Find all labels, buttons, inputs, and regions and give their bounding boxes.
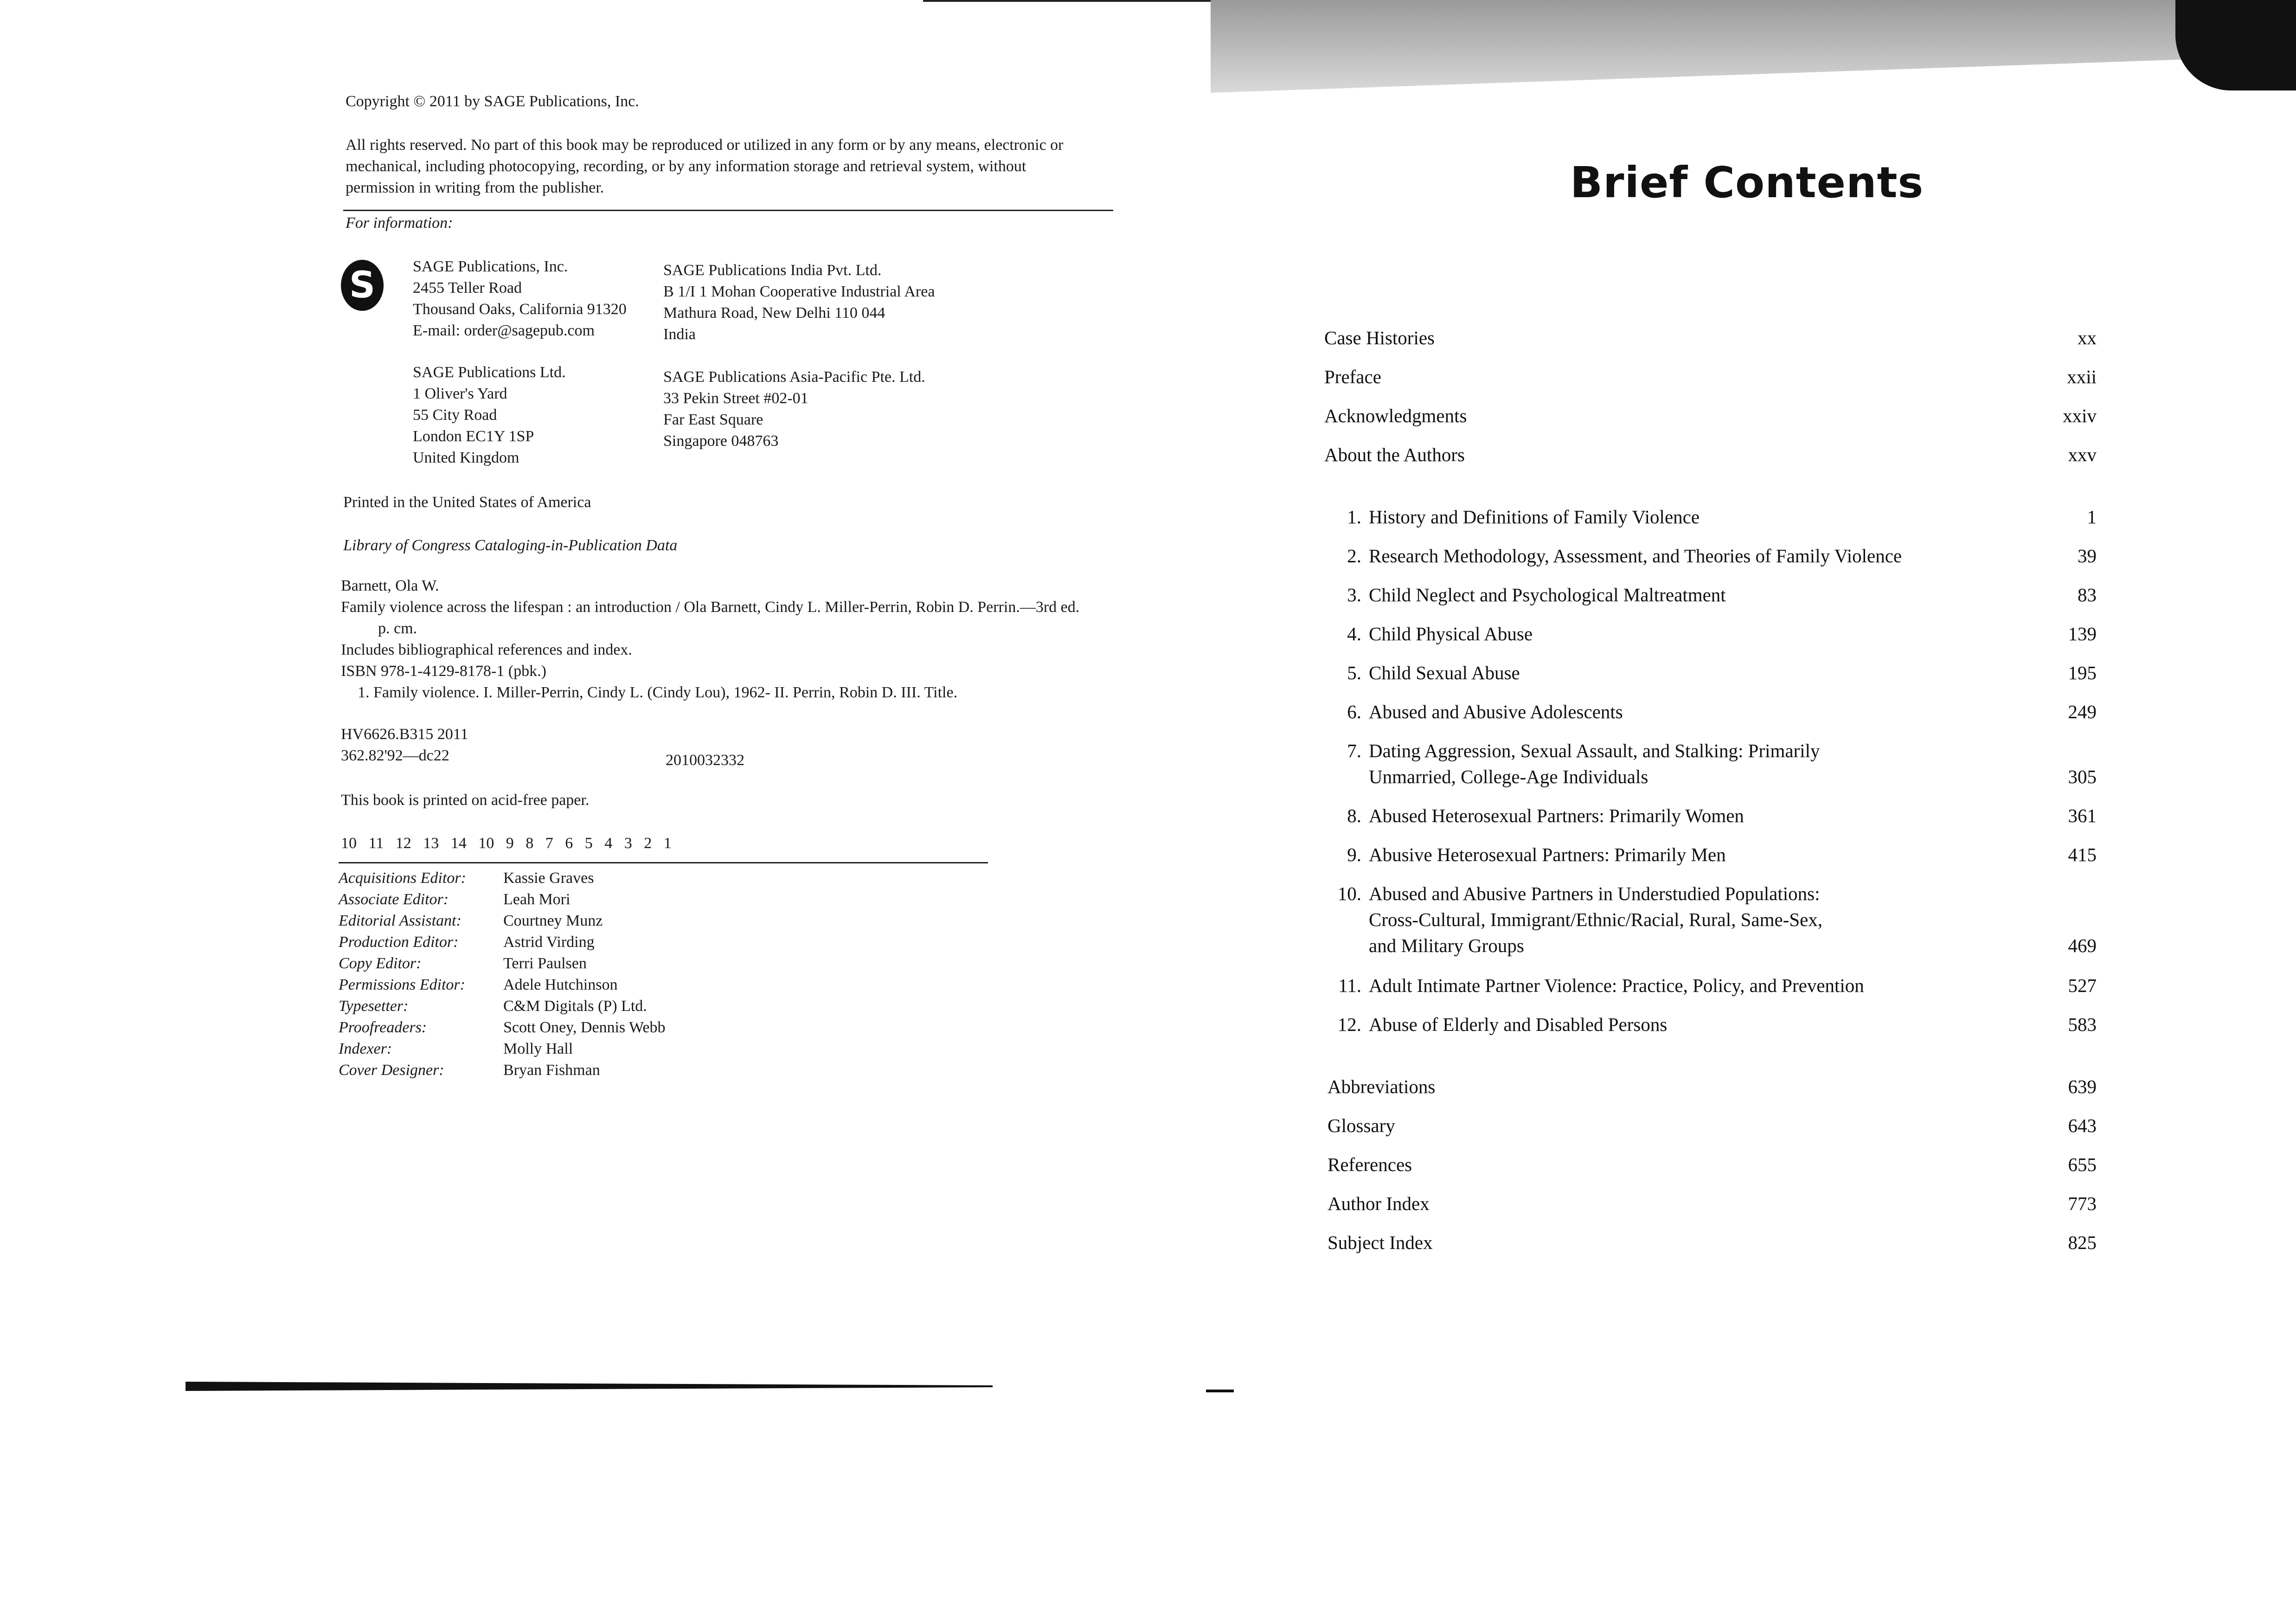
credit-role: Typesetter: xyxy=(339,998,409,1015)
chapter-title-line: Abused Heterosexual Partners: Primarily Women xyxy=(1369,805,1744,826)
credit-role: Copy Editor: xyxy=(339,955,422,972)
chapter-title xyxy=(1369,842,2013,868)
chapter-title-line: and Military Groups xyxy=(1369,935,1524,956)
credit-name: Courtney Munz xyxy=(503,912,603,929)
rights-line: All rights reserved. No part of this book may be reproduced or utilized in any form or by any means, electronic or xyxy=(346,136,1064,154)
chapter-page: 1 xyxy=(2087,506,2097,528)
toc-entry[interactable] xyxy=(1328,1113,2097,1139)
credit-name: Adele Hutchinson xyxy=(503,976,618,993)
rights-statement xyxy=(346,135,1116,199)
address-line: SAGE Publications, Inc. xyxy=(413,258,568,275)
credit-name: Bryan Fishman xyxy=(503,1062,600,1079)
chapter-number: 7. xyxy=(1347,740,1361,761)
credit-row xyxy=(339,868,666,889)
toc-entry-label: About the Authors xyxy=(1324,444,1465,465)
address-line: London EC1Y 1SP xyxy=(413,428,534,445)
chapter-page: 361 xyxy=(2068,805,2097,826)
credit-row xyxy=(339,910,666,932)
credit-role: Proofreaders: xyxy=(339,1019,427,1036)
toc-entry-page: 639 xyxy=(2068,1076,2097,1097)
chapter-number: 1. xyxy=(1347,506,1361,528)
top-left-edge-line xyxy=(923,0,1211,2)
chapter-page: 583 xyxy=(2068,1014,2097,1035)
divider xyxy=(339,862,988,863)
chapter-title-line: Dating Aggression, Sexual Assault, and Stalking: Primarily xyxy=(1369,740,1820,761)
credit-role: Permissions Editor: xyxy=(339,976,465,993)
cip-line: 1. Family violence. I. Miller-Perrin, Cindy L. (Cindy Lou), 1962- II. Perrin, Robin D. III. Title. xyxy=(358,684,958,701)
toc-chapter[interactable] xyxy=(1324,699,2097,725)
rights-line: permission in writing from the publisher. xyxy=(346,179,604,196)
printed-in: Printed in the United States of America xyxy=(343,494,591,511)
chapter-number: 10. xyxy=(1337,883,1361,904)
bottom-mid-edge-mark xyxy=(1206,1390,1234,1392)
address-line: SAGE Publications Ltd. xyxy=(413,364,566,381)
toc-entry-label: Abbreviations xyxy=(1328,1076,1436,1097)
address-line: Singapore 048763 xyxy=(663,432,779,450)
chapter-title xyxy=(1369,1011,2013,1037)
address-line: 1 Oliver's Yard xyxy=(413,385,507,402)
toc-entry-page: xxv xyxy=(2068,444,2097,465)
credit-role: Cover Designer: xyxy=(339,1062,444,1079)
chapter-page: 249 xyxy=(2068,701,2097,722)
toc-entry-page: 825 xyxy=(2068,1232,2097,1253)
chapter-title-line: Child Physical Abuse xyxy=(1369,623,1533,644)
toc-entry[interactable] xyxy=(1324,403,2097,429)
credit-role: Editorial Assistant: xyxy=(339,912,462,929)
credit-role: Production Editor: xyxy=(339,933,459,951)
address-line: E-mail: order@sagepub.com xyxy=(413,322,595,339)
chapter-page: 83 xyxy=(2078,584,2097,605)
scan-shadow-top xyxy=(1211,0,2296,93)
toc-chapter[interactable] xyxy=(1324,543,2097,569)
chapter-number: 12. xyxy=(1337,1014,1361,1035)
credit-role: Acquisitions Editor: xyxy=(339,869,466,887)
toc-entry-label: References xyxy=(1328,1154,1412,1175)
chapter-title xyxy=(1369,803,2013,829)
credit-row xyxy=(339,1038,666,1060)
toc-entry-label: Preface xyxy=(1324,366,1381,387)
credit-name: Astrid Virding xyxy=(503,933,595,951)
toc-entry[interactable] xyxy=(1328,1191,2097,1216)
toc-entry-page: xxiv xyxy=(2063,405,2097,426)
address-line: 2455 Teller Road xyxy=(413,279,522,296)
chapter-title xyxy=(1369,699,2013,725)
credit-name: Kassie Graves xyxy=(503,869,594,887)
cip-line: Barnett, Ola W. xyxy=(341,577,439,594)
chapter-title-line: Research Methodology, Assessment, and Theories of Family Violence xyxy=(1369,545,1902,566)
chapter-number: 3. xyxy=(1347,584,1361,605)
address-india xyxy=(663,260,935,345)
toc-entry-label: Subject Index xyxy=(1328,1232,1433,1253)
credit-row xyxy=(339,889,666,910)
address-line: SAGE Publications India Pvt. Ltd. xyxy=(663,262,882,279)
toc-chapter[interactable] xyxy=(1324,738,2097,790)
toc-entry[interactable] xyxy=(1324,325,2097,351)
toc-entry[interactable] xyxy=(1328,1074,2097,1100)
toc-entry-page: 643 xyxy=(2068,1115,2097,1136)
address-asia-pacific xyxy=(663,367,925,452)
toc-chapter[interactable] xyxy=(1324,660,2097,686)
credit-row xyxy=(339,1017,666,1038)
chapter-number: 4. xyxy=(1347,623,1361,644)
chapter-title xyxy=(1369,504,2013,530)
chapter-number: 6. xyxy=(1347,701,1361,722)
copyright-line: Copyright © 2011 by SAGE Publications, Inc. xyxy=(346,93,639,110)
credit-name: C&M Digitals (P) Ltd. xyxy=(503,998,647,1015)
acid-free-note: This book is printed on acid-free paper. xyxy=(341,792,590,809)
chapter-page: 469 xyxy=(2068,935,2097,956)
toc-chapter[interactable] xyxy=(1324,1011,2097,1037)
toc-entry[interactable] xyxy=(1328,1229,2097,1255)
credit-role: Indexer: xyxy=(339,1040,392,1057)
sage-logo-letter: S xyxy=(349,264,376,306)
chapter-title-line: Abused and Abusive Partners in Understudied Populations: xyxy=(1369,883,1820,904)
chapter-title-line: Child Sexual Abuse xyxy=(1369,662,1520,683)
toc-chapter[interactable] xyxy=(1324,842,2097,868)
toc-entry[interactable] xyxy=(1324,442,2097,468)
toc-entry-page: xxii xyxy=(2067,366,2097,387)
chapter-title-line: Cross-Cultural, Immigrant/Ethnic/Racial, Rural, Same-Sex, xyxy=(1369,909,1823,930)
address-us xyxy=(413,256,627,341)
chapter-title xyxy=(1369,621,2013,647)
credits-list xyxy=(339,868,666,1081)
credit-row xyxy=(339,953,666,974)
credit-role: Associate Editor: xyxy=(339,891,449,908)
toc-entry-label: Author Index xyxy=(1328,1193,1430,1214)
call-number: HV6626.B315 2011 xyxy=(341,726,468,743)
toc-chapter[interactable] xyxy=(1324,504,2097,530)
address-line: SAGE Publications Asia-Pacific Pte. Ltd. xyxy=(663,368,925,386)
chapter-title-line: Unmarried, College-Age Individuals xyxy=(1369,766,1648,787)
toc-entry[interactable] xyxy=(1324,364,2097,390)
divider xyxy=(343,210,1113,211)
cip-heading: Library of Congress Cataloging-in-Publication Data xyxy=(343,537,678,554)
toc-chapter[interactable] xyxy=(1324,972,2097,998)
chapter-page: 39 xyxy=(2078,545,2097,566)
chapter-page: 527 xyxy=(2068,975,2097,996)
address-line: 33 Pekin Street #02-01 xyxy=(663,390,808,407)
chapter-title-line: Abuse of Elderly and Disabled Persons xyxy=(1369,1014,1667,1035)
address-line: B 1/I 1 Mohan Cooperative Industrial Area xyxy=(663,283,935,300)
chapter-number: 11. xyxy=(1338,975,1361,996)
chapter-title-line: Abused and Abusive Adolescents xyxy=(1369,701,1623,722)
bottom-left-edge-bar xyxy=(186,1382,993,1391)
address-line: Thousand Oaks, California 91320 xyxy=(413,301,627,318)
credit-row xyxy=(339,932,666,953)
toc-entry[interactable] xyxy=(1328,1152,2097,1178)
toc-chapter[interactable] xyxy=(1324,621,2097,647)
chapter-page: 195 xyxy=(2068,662,2097,683)
toc-entry-page: 773 xyxy=(2068,1193,2097,1214)
page-title: Brief Contents xyxy=(1570,158,1924,207)
address-line: India xyxy=(663,326,696,343)
toc-entry-label: Acknowledgments xyxy=(1324,405,1467,426)
chapter-title xyxy=(1369,543,2013,569)
chapter-page: 305 xyxy=(2068,766,2097,787)
print-line: 10 11 12 13 14 10 9 8 7 6 5 4 3 2 1 xyxy=(341,835,672,852)
chapter-title-line: Child Neglect and Psychological Maltreatment xyxy=(1369,584,1726,605)
address-line: 55 City Road xyxy=(413,406,497,424)
credit-name: Terri Paulsen xyxy=(503,955,587,972)
credit-row xyxy=(339,974,666,996)
chapter-title xyxy=(1369,582,2013,608)
chapter-title xyxy=(1369,881,2013,959)
address-line: Far East Square xyxy=(663,411,763,428)
toc-chapter[interactable] xyxy=(1324,881,2097,959)
chapter-page: 139 xyxy=(2068,623,2097,644)
chapter-page: 415 xyxy=(2068,844,2097,865)
scan-corner-shadow xyxy=(2175,0,2296,90)
lccn: 2010032332 xyxy=(666,752,744,769)
chapter-number: 9. xyxy=(1347,844,1361,865)
chapter-title-line: History and Definitions of Family Violence xyxy=(1369,506,1700,528)
sage-logo-icon xyxy=(341,260,384,311)
for-information-label: For information: xyxy=(346,214,453,232)
rights-line: mechanical, including photocopying, recording, or by any information storage and retrieval system, without xyxy=(346,158,1026,175)
chapter-title-line: Abusive Heterosexual Partners: Primarily Men xyxy=(1369,844,1726,865)
credit-name: Molly Hall xyxy=(503,1040,573,1057)
toc-entry-label: Glossary xyxy=(1328,1115,1395,1136)
toc-entry-page: xx xyxy=(2078,327,2097,348)
credit-name: Scott Oney, Dennis Webb xyxy=(503,1019,666,1036)
address-line: United Kingdom xyxy=(413,449,519,466)
dewey-number: 362.82'92—dc22 xyxy=(341,747,449,764)
toc-chapter[interactable] xyxy=(1324,803,2097,829)
toc-entry-page: 655 xyxy=(2068,1154,2097,1175)
cip-line: Family violence across the lifespan : an introduction / Ola Barnett, Cindy L. Miller-Perrin, Robin D. Perrin.—3rd ed. xyxy=(341,599,1080,616)
cip-block xyxy=(341,575,1120,703)
chapter-title xyxy=(1369,738,2013,790)
cip-line: Includes bibliographical references and index. xyxy=(341,641,632,658)
chapter-number: 8. xyxy=(1347,805,1361,826)
toc-entry-label: Case Histories xyxy=(1324,327,1435,348)
toc-chapter[interactable] xyxy=(1324,582,2097,608)
cip-line: ISBN 978-1-4129-8178-1 (pbk.) xyxy=(341,663,546,680)
chapter-title xyxy=(1369,660,2013,686)
cip-line: p. cm. xyxy=(378,620,417,637)
credit-row xyxy=(339,996,666,1017)
chapter-title-line: Adult Intimate Partner Violence: Practice, Policy, and Prevention xyxy=(1369,975,1864,996)
chapter-title xyxy=(1369,972,2013,998)
credit-row xyxy=(339,1060,666,1081)
credit-name: Leah Mori xyxy=(503,891,571,908)
address-line: Mathura Road, New Delhi 110 044 xyxy=(663,304,885,322)
chapter-number: 2. xyxy=(1347,545,1361,566)
chapter-number: 5. xyxy=(1347,662,1361,683)
address-uk xyxy=(413,362,566,469)
